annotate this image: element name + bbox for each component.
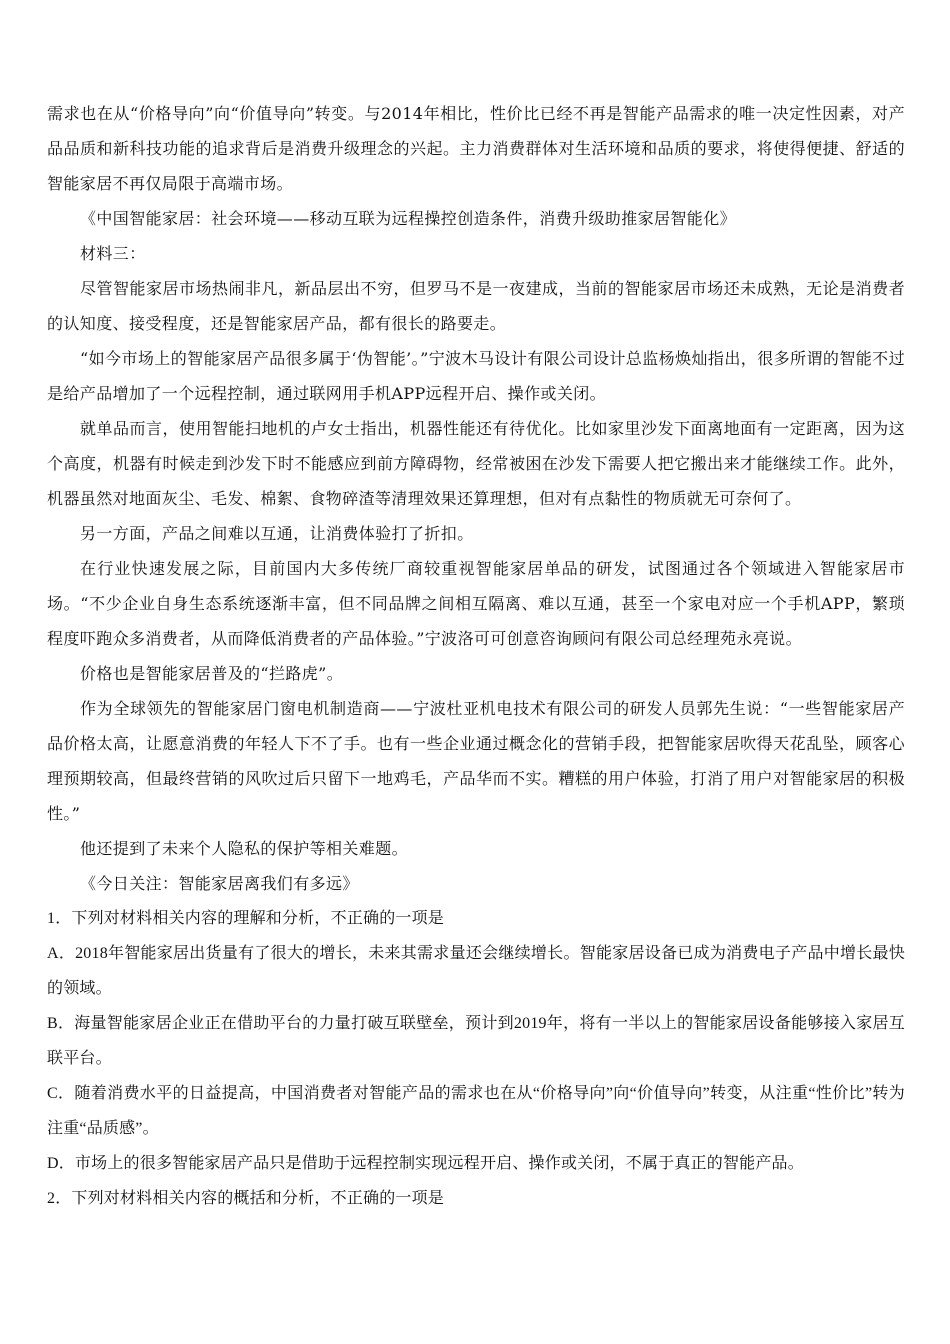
passage-paragraph: 就单品而言，使用智能扫地机的卢女士指出，机器性能还有待优化。比如家里沙发下面离地面有一定距离，因为这个高度，机器有时候走到沙发下时不能感应到前方障碍物，经常被困在沙发下需要人把它搬出来才能继续工作。此外，机器虽然对地面灰尘、毛发、棉絮、食物碎渣等清理效果还算理想，但对有点黏性的物质就无可奈何了。 xyxy=(47,419,905,508)
passage-paragraph: 另一方面，产品之间难以互通，让消费体验打了折扣。 xyxy=(80,524,474,543)
passage-paragraph: “如今市场上的智能家居产品很多属于‘伪智能’。”宁波木马设计有限公司设计总监杨焕灿指出，很多所谓的智能不过是给产品增加了一个远程控制，通过联网用手机APP远程开启、操作或关闭。 xyxy=(47,349,905,403)
option-a: A．2018年智能家居出货量有了很大的增长，未来其需求量还会继续增长。智能家居设备已成为消费电子产品中增长最快的领域。 xyxy=(47,945,905,997)
question-stem: 1．下列对材料相关内容的理解和分析，不正确的一项是 xyxy=(47,910,445,927)
source-citation: 《中国智能家居：社会环境——移动互联为远程操控创造条件，消费升级助推家居智能化》 xyxy=(80,209,737,228)
option-d: D．市场上的很多智能家居产品只是借助于远程控制实现远程开启、操作或关闭，不属于真正的智能产品。 xyxy=(47,1155,804,1172)
question-section xyxy=(47,901,905,1216)
option-c: C．随着消费水平的日益提高，中国消费者对智能产品的需求也在从“价格导向”向“价值导向”转变，从注重“性价比”转为注重“品质感”。 xyxy=(47,1085,905,1137)
material-heading: 材料三： xyxy=(80,244,146,263)
passage-paragraph: 需求也在从“价格导向”向“价值导向”转变。与2014年相比，性价比已经不再是智能产品需求的唯一决定性因素，对产品品质和新科技功能的追求背后是消费升级理念的兴起。主力消费群体对生活环境和品质的要求，将使得便捷、舒适的智能家居不再仅局限于高端市场。 xyxy=(47,104,905,193)
option-b: B．海量智能家居企业正在借助平台的力量打破互联壁垒，预计到2019年，将有一半以上的智能家居设备能够接入家居互联平台。 xyxy=(47,1015,905,1067)
passage-paragraph: 他还提到了未来个人隐私的保护等相关难题。 xyxy=(80,839,409,858)
passage-paragraph: 尽管智能家居市场热闹非凡，新品层出不穷，但罗马不是一夜建成，当前的智能家居市场还未成熟，无论是消费者的认知度、接受程度，还是智能家居产品，都有很长的路要走。 xyxy=(47,279,905,333)
source-citation: 《今日关注：智能家居离我们有多远》 xyxy=(80,874,359,893)
passage-paragraph: 价格也是智能家居普及的“拦路虎”。 xyxy=(80,664,344,683)
document-page xyxy=(47,96,905,1216)
passage-paragraph: 在行业快速发展之际，目前国内大多传统厂商较重视智能家居单品的研发，试图通过各个领域进入智能家居市场。“不少企业自身生态系统逐渐丰富，但不同品牌之间相互隔离、难以互通，甚至一个家电对应一个手机APP，繁琐程度吓跑众多消费者，从而降低消费者的产品体验。”宁波洛可可创意咨询顾问有限公司总经理苑永亮说。 xyxy=(47,559,905,648)
passage-paragraph: 作为全球领先的智能家居门窗电机制造商——宁波杜亚机电技术有限公司的研发人员郭先生说：“一些智能家居产品价格太高，让愿意消费的年轻人下不了手。也有一些企业通过概念化的营销手段，把智能家居吹得天花乱坠，顾客心理预期较高，但最终营销的风吹过后只留下一地鸡毛，产品华而不实。糟糕的用户体验，打消了用户对智能家居的积极性。” xyxy=(47,699,905,823)
question-stem: 2．下列对材料相关内容的概括和分析，不正确的一项是 xyxy=(47,1190,445,1207)
material-passage xyxy=(47,96,905,901)
